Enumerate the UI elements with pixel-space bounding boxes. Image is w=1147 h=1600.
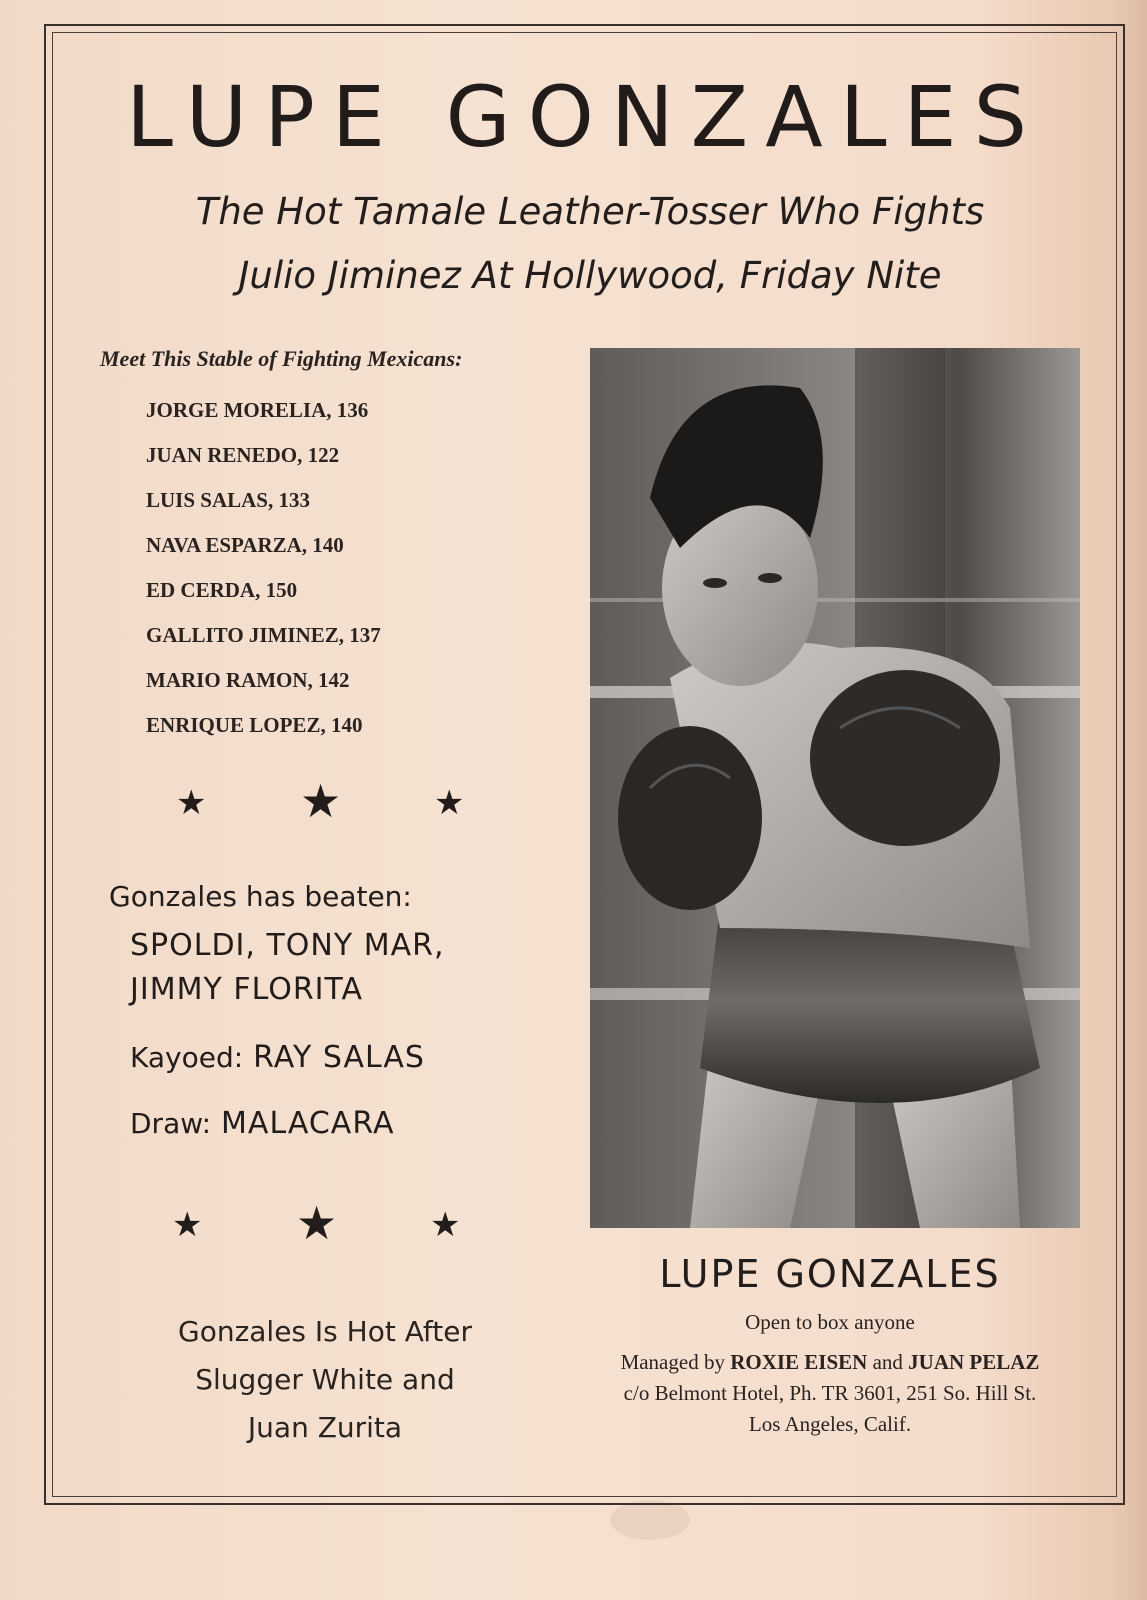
- hot-after-text: [120, 1308, 530, 1452]
- caption-name: LUPE GONZALES: [659, 1252, 1001, 1296]
- draw-label: Draw:: [130, 1107, 212, 1140]
- boxer-photo-icon: [590, 348, 1080, 1228]
- star-icon: ★: [300, 774, 342, 828]
- star-icon: ★: [434, 783, 465, 823]
- star-icon: ★: [176, 783, 207, 823]
- caption-tagline: Open to box anyone: [745, 1310, 915, 1334]
- star-icon: ★: [430, 1205, 461, 1245]
- beaten-line2: JIMMY FLORITA: [130, 972, 364, 1007]
- stable-heading: Meet This Stable of Fighting Mexicans:: [100, 346, 463, 371]
- and-word: and: [872, 1350, 903, 1374]
- hot-after-line3: Juan Zurita: [247, 1411, 403, 1444]
- draw-line: [130, 1106, 394, 1141]
- headline-title: LUPE GONZALES: [126, 68, 1044, 166]
- beaten-line1: SPOLDI, TONY MAR,: [130, 928, 445, 963]
- kayoed-label: Kayoed:: [130, 1041, 244, 1074]
- fighter-roster: [146, 388, 381, 748]
- star-icon: ★: [172, 1205, 203, 1245]
- beaten-label: Gonzales has beaten:: [109, 880, 412, 913]
- headline-subtitle-line1: The Hot Tamale Leather-Tosser Who Fights: [195, 190, 985, 233]
- paper-stain: [610, 1500, 690, 1540]
- fighter-item: ED CERDA, 150: [146, 578, 298, 602]
- fighter-item: GALLITO JIMINEZ, 137: [146, 623, 381, 647]
- star-icon: ★: [296, 1196, 338, 1250]
- draw-value: MALACARA: [221, 1106, 395, 1141]
- fighter-item: LUIS SALAS, 133: [146, 488, 310, 512]
- boxer-photo: [590, 348, 1080, 1228]
- fighter-item: ENRIQUE LOPEZ, 140: [146, 713, 363, 737]
- managed-label: Managed by: [620, 1350, 725, 1374]
- fighter-item: NAVA ESPARZA, 140: [146, 533, 344, 557]
- fighter-item: JUAN RENEDO, 122: [146, 443, 340, 467]
- headline-subtitle-line2: Julio Jiminez At Hollywood, Friday Nite: [238, 254, 942, 297]
- hot-after-line1: Gonzales Is Hot After: [178, 1315, 472, 1348]
- hot-after-line2: Slugger White and: [195, 1363, 455, 1396]
- kayoed-line: [130, 1040, 425, 1075]
- caption-city: Los Angeles, Calif.: [748, 1412, 912, 1436]
- manager2: JUAN PELAZ: [908, 1350, 1040, 1374]
- fighter-item: MARIO RAMON, 142: [146, 668, 350, 692]
- caption-address: c/o Belmont Hotel, Ph. TR 3601, 251 So. Hill St.: [623, 1381, 1037, 1405]
- fighter-item: JORGE MORELIA, 136: [146, 398, 369, 422]
- manager1: ROXIE EISEN: [730, 1350, 868, 1374]
- caption-managers: [560, 1350, 1100, 1375]
- kayoed-value: RAY SALAS: [253, 1040, 425, 1075]
